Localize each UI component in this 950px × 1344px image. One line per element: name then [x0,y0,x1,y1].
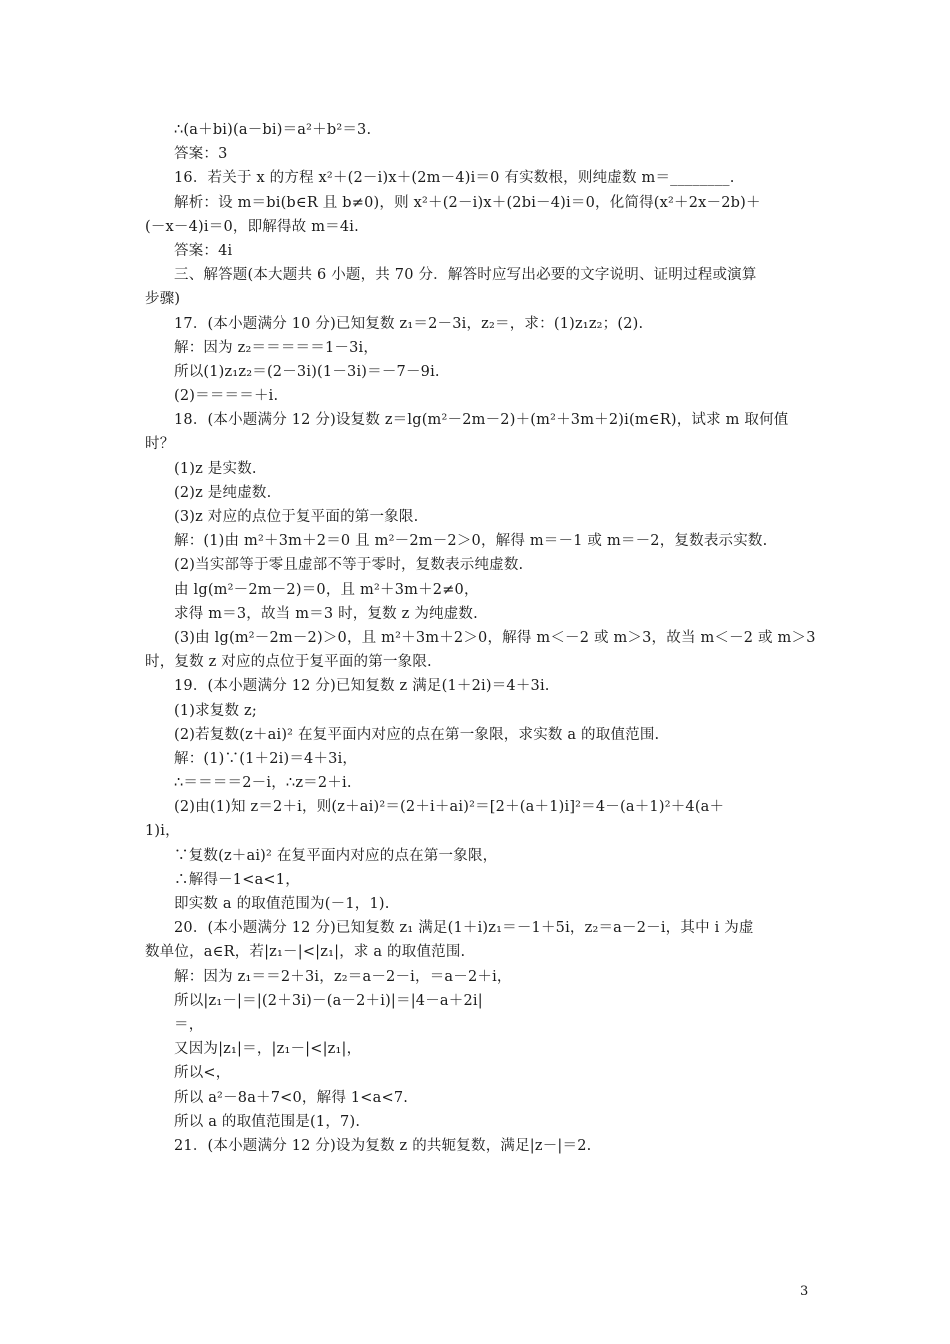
text-line: 由 lg(m²－2m－2)＝0，且 m²＋3m＋2≠0， [174,581,479,598]
question-19: 19．(本小题满分 12 分)已知复数 z 满足(1＋2i)＝4＋3i. [174,678,550,695]
text-line: (3)z 对应的点位于复平面的第一象限. [174,509,419,525]
text-line: (2)z 是纯虚数. [174,484,272,501]
text-line: 求得 m＝3，故当 m＝3 时，复数 z 为纯虚数. [174,605,478,622]
text-line: ∴解得－1<a<1， [174,871,300,888]
answer-line: 答案：3 [174,146,228,163]
text-line: 所以(1)z₁z₂＝(2－3i)(1－3i)＝－7－9i. [174,363,440,380]
text-line: 所以|z₁－|＝|(2＋3i)－(a－2＋i)|＝|4－a＋2i| [174,992,483,1009]
question-16: 16．若关于 x 的方程 x²＋(2－i)x＋(2m－4)i＝0 有实数根，则纯虚数 m＝________. [174,170,735,187]
page-body [145,118,815,1158]
text-line: 1)i， [145,823,180,840]
text-line: (2)若复数(z＋ai)² 在复平面内对应的点在第一象限，求实数 a 的取值范围. [174,726,660,743]
text-line: ∴＝＝＝＝2－i，∴z＝2＋i. [174,775,352,792]
text-line: (－x－4)i＝0，即解得故 m＝4i. [145,218,359,235]
section-heading: 三、解答题(本大题共 6 小题，共 70 分．解答时应写出必要的文字说明、证明过程或演算 [174,267,757,284]
text-line: 解析：设 m＝bi(b∈R 且 b≠0)，则 x²＋(2－i)x＋(2bi－4)i＝0，化简得(x²＋2x－2b)＋ [174,194,761,211]
question-20: 20．(本小题满分 12 分)已知复数 z₁ 满足(1＋i)z₁＝－1＋5i，z₂＝a－2－i，其中 i 为虚 [174,920,754,937]
text-line: 解：(1)由 m²＋3m＋2＝0 且 m²－2m－2＞0，解得 m＝－1 或 m＝－2，复数表示实数. [174,533,768,550]
page-number: 3 [800,1284,809,1299]
question-21: 21．(本小题满分 12 分)设为复数 z 的共轭复数，满足|z－|＝2. [174,1137,592,1154]
text-line: 所以<， [174,1065,231,1082]
text-line: (2)当实部等于零且虚部不等于零时，复数表示纯虚数. [174,557,524,574]
text-line: (1)求复数 z; [174,702,257,719]
text-line: 又因为|z₁|＝，|z₁－|<|z₁|， [174,1041,362,1058]
text-line: 所以 a²－8a＋7<0，解得 1<a<7. [174,1089,409,1106]
text-line: 数单位，a∈R，若|z₁－|<|z₁|，求 a 的取值范围. [145,944,466,961]
text-line: 解：(1)∵(1＋2i)＝4＋3i， [174,750,358,767]
section-heading-cont: 步骤) [145,291,181,308]
text-line: (2)＝＝＝＝＋i. [174,388,279,405]
text-line: ∴(a＋bi)(a－bi)＝a²＋b²＝3. [174,122,372,138]
text-line: (2)由(1)知 z＝2＋i，则(z＋ai)²＝(2＋i＋ai)²＝[2＋(a＋1)i]²＝4－(a＋1)²＋4(a＋ [174,799,725,816]
text-line: ＝， [174,1016,204,1033]
question-17: 17．(本小题满分 10 分)已知复数 z₁＝2－3i，z₂＝，求：(1)z₁z₂；(2). [174,315,644,332]
text-line: 所以 a 的取值范围是(1，7). [174,1113,361,1130]
text-line: 即实数 a 的取值范围为(－1，1). [174,896,390,912]
text-line: (1)z 是实数. [174,460,257,477]
text-line: 解：因为 z₁＝＝2＋3i，z₂＝a－2－i，＝a－2＋i， [174,968,512,985]
answer-line: 答案：4i [174,242,233,259]
text-line: 时，复数 z 对应的点位于复平面的第一象限. [145,654,432,671]
text-line: (3)由 lg(m²－2m－2)＞0，且 m²＋3m＋2＞0，解得 m＜－2 或 m＞3，故当 m＜－2 或 m＞3 [174,629,816,646]
text-line: 时？ [145,436,175,453]
text-line: ∵复数(z＋ai)² 在复平面内对应的点在第一象限， [174,847,498,864]
text-line: 解：因为 z₂＝＝＝＝＝1－3i， [174,339,379,356]
question-18: 18．(本小题满分 12 分)设复数 z＝lg(m²－2m－2)＋(m²＋3m＋2)i(m∈R)，试求 m 取何值 [174,412,789,429]
